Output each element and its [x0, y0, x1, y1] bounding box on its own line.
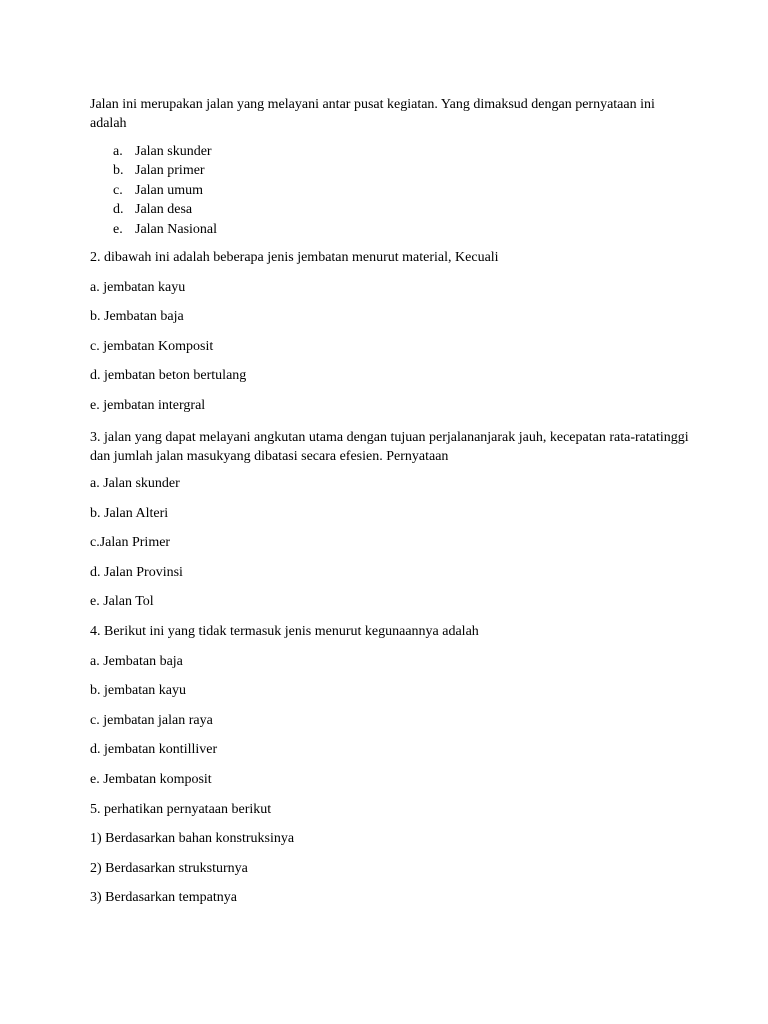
question-2-text: 2. dibawah ini adalah beberapa jenis jembatan menurut material, Kecuali	[90, 250, 499, 265]
option-text: Jalan primer	[135, 163, 205, 179]
option-e	[113, 220, 217, 239]
option-text: Jalan umum	[135, 182, 204, 198]
option-a	[113, 142, 217, 161]
question-2-option-c: c. jembatan Komposit	[90, 339, 214, 354]
question-5-item-3: 3) Berdasarkan tempatnya	[90, 890, 237, 905]
question-4-option-e: e. Jembatan komposit	[90, 772, 212, 787]
question-3-option-d: d. Jalan Provinsi	[90, 565, 183, 580]
question-4-option-b: b. jembatan kayu	[90, 683, 187, 698]
question-1-options	[113, 142, 217, 239]
option-b	[113, 161, 217, 180]
question-5-item-1: 1) Berdasarkan bahan konstruksinya	[90, 831, 295, 846]
option-marker: d.	[113, 202, 124, 218]
question-1-text: Jalan ini merupakan jalan yang melayani antar pusat kegiatan. Yang dimaksud dengan pernyataan ini adalah	[90, 97, 655, 131]
option-marker: a.	[113, 144, 123, 159]
question-2-option-d: d. jembatan beton bertulang	[90, 368, 247, 383]
option-marker: e.	[113, 221, 123, 237]
question-5-item-2: 2) Berdasarkan struksturnya	[90, 861, 248, 876]
question-4-option-a: a. Jembatan baja	[90, 654, 183, 669]
question-3-option-b: b. Jalan Alteri	[90, 506, 169, 521]
option-text: Jalan Nasional	[135, 221, 218, 237]
question-5-text: 5. perhatikan pernyataan berikut	[90, 802, 272, 817]
question-4-text: 4. Berikut ini yang tidak termasuk jenis menurut kegunaannya adalah	[90, 624, 479, 639]
option-c	[113, 181, 217, 200]
option-text: Jalan desa	[135, 202, 193, 218]
question-4-option-d: d. jembatan kontilliver	[90, 742, 218, 757]
question-3-option-a: a. Jalan skunder	[90, 476, 180, 491]
question-3-option-e: e. Jalan Tol	[90, 594, 154, 609]
option-marker: b.	[113, 163, 124, 179]
question-3-option-c: c.Jalan Primer	[90, 535, 171, 550]
option-text: Jalan skunder	[135, 144, 212, 159]
option-d	[113, 200, 217, 219]
question-4-option-c: c. jembatan jalan raya	[90, 713, 213, 728]
question-2-option-e: e. jembatan intergral	[90, 398, 206, 413]
question-3-text: 3. jalan yang dapat melayani angkutan utama dengan tujuan perjalananjarak jauh, kecepatan rata-ratatinggi dan jumlah jalan masukyang dibatasi secara efesien. Pernyataan	[90, 430, 689, 464]
option-marker: c.	[113, 182, 123, 198]
question-2-option-b: b. Jembatan baja	[90, 309, 184, 324]
question-2-option-a: a. jembatan kayu	[90, 280, 186, 295]
